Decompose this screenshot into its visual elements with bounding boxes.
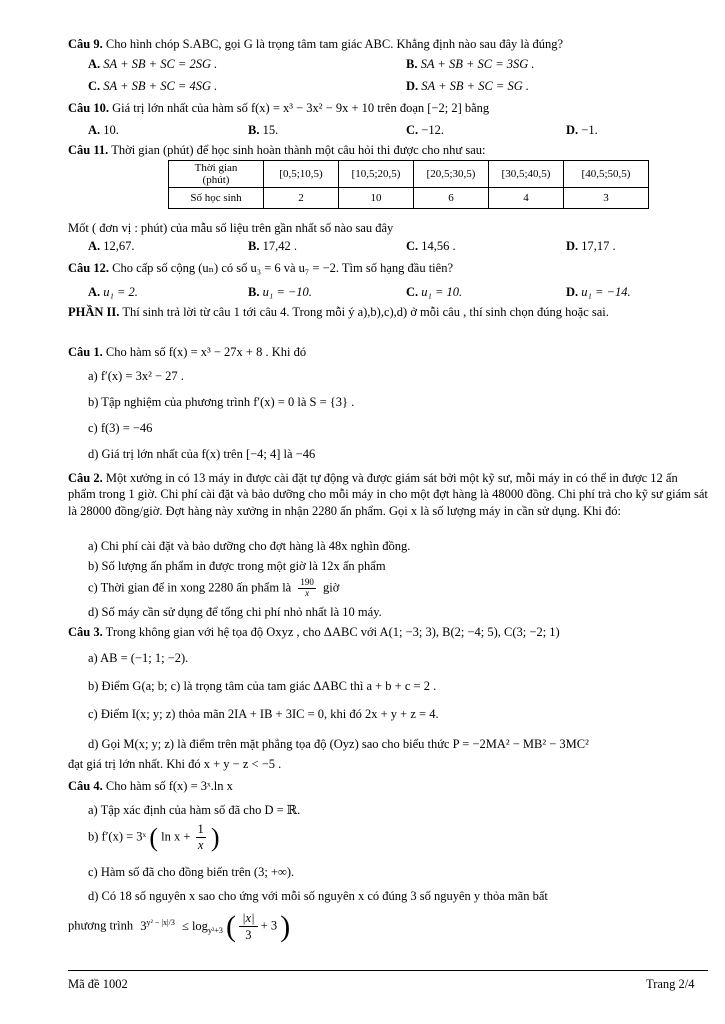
table-cell: 3	[564, 188, 649, 209]
p3-item-d: d) Gọi M(x; y; z) là điểm trên mặt phẳng tọa độ (Oyz) sao cho biểu thức P = −2MA² − MB² − 3MC²	[88, 737, 589, 751]
p1-item-d: d) Giá trị lớn nhất của f(x) trên [−4; 4] là −46	[88, 447, 316, 461]
p1-stem: Câu 1. Cho hàm số f(x) = x³ − 27x + 8 . Khi đó	[68, 345, 307, 359]
table-cell: [20,5;30,5)	[414, 161, 489, 188]
fraction: $\frac{1}{x}$	[197, 822, 204, 852]
q9-label: Câu 9.	[68, 37, 103, 51]
q11-option-a: A. 12,67.	[88, 239, 135, 253]
p1-item-b: b) Tập nghiệm của phương trình f′(x) = 0 là S = {3} .	[88, 395, 355, 409]
q11-stem: Câu 11. Thời gian (phút) để học sinh hoàn thành một câu hỏi thi được cho như sau:	[68, 143, 486, 157]
q10-option-d: D. −1.	[566, 123, 598, 137]
q9-option-a: A. SA + SB + SC = 2SG .	[88, 57, 218, 71]
q9-stem	[68, 36, 563, 52]
table-cell: [10,5;20,5)	[339, 161, 414, 188]
table-row	[169, 188, 649, 209]
p4-item-a: a) Tập xác định của hàm số đã cho D = ℝ.	[88, 803, 301, 817]
p1-item-c: c) f(3) = −46	[88, 421, 153, 435]
q11-option-c: C. 14,56 .	[406, 239, 456, 253]
footer-page-number: Trang 2/4	[646, 977, 695, 991]
table-row-label: Số học sinh	[169, 188, 264, 209]
q11-option-d: D. 17,17 .	[566, 239, 616, 253]
p4-item-c: c) Hàm số đã cho đồng biến trên (3; +∞).	[88, 865, 295, 879]
q9-option-b: B. SA + SB + SC = 3SG .	[406, 57, 535, 71]
q10-option-c: C. −12.	[406, 123, 444, 137]
table-cell: [30,5;40,5)	[489, 161, 564, 188]
q10-option-b: B. 15.	[248, 123, 279, 137]
table-cell: 10	[339, 188, 414, 209]
table-cell: 6	[414, 188, 489, 209]
q9-text: Cho hình chóp S.ABC, gọi G là trọng tâm tam giác ABC. Khẳng định nào sau đây là đúng?	[105, 37, 564, 51]
q12-option-b: B. u₁ = −10.	[248, 285, 312, 299]
p3-item-d-cont: đạt giá trị lớn nhất. Khi đó x + y − z < −5 .	[68, 757, 282, 771]
p4-item-d-cont: phương trình $3^{y^2 - |x|/3} \le \log_{y^2+3}$ ( $\frac{|x|}{3}$ + 3 )	[68, 909, 291, 943]
q11-option-b: B. 17,42 .	[248, 239, 297, 253]
p4-item-b: b) f′(x) = 3ˣ ( ln x + $\frac{1}{x}$ )	[88, 822, 220, 852]
part2-instructions: PHẦN II. Thí sinh trả lời từ câu 1 tới câu 4. Trong mỗi ý a),b),c),d) ở mỗi câu , thí sinh chọn đúng hoặc sai.	[68, 305, 609, 319]
footer-divider	[68, 970, 708, 971]
table-cell: 2	[264, 188, 339, 209]
table-header-label: Thời gian (phút)	[169, 161, 264, 188]
q12-option-a: A. u₁ = 2.	[88, 285, 138, 299]
q12-option-c: C. u₁ = 10.	[406, 285, 463, 299]
q12-option-d: D. u₁ = −14.	[566, 285, 631, 299]
p3-item-b: b) Điểm G(a; b; c) là trọng tâm của tam giác ΔABC thì a + b + c = 2 .	[88, 679, 437, 693]
p3-item-c: c) Điểm I(x; y; z) thỏa mãn 2IA + IB + 3IC = 0, khi đó 2x + y + z = 4.	[88, 707, 439, 721]
table-cell: 4	[489, 188, 564, 209]
p2-item-c: c) Thời gian để in xong 2280 ấn phẩm là $\frac{190}{x}$ giờ	[88, 577, 340, 598]
footer-exam-code: Mã đề 1002	[68, 977, 128, 991]
p3-stem: Câu 3. Trong không gian với hệ tọa độ Oxyz , cho ΔABC với A(1; −3; 3), B(2; −4; 5), C(3; −2; 1)	[68, 625, 560, 639]
table-row	[169, 161, 649, 188]
p4-stem: Câu 4. Cho hàm số f(x) = 3ˣ.ln x	[68, 779, 233, 793]
frequency-table	[168, 160, 649, 209]
fraction: $\frac{|x|}{3}$	[239, 910, 257, 944]
table-cell: [0,5;10,5)	[264, 161, 339, 188]
p3-item-a: a) AB = (−1; 1; −2).	[88, 651, 189, 665]
p2-item-b: b) Số lượng ấn phẩm in được trong một giờ là 12x ấn phẩm	[88, 559, 386, 573]
p2-stem: Câu 2. Một xưởng in có 13 máy in được cài đặt tự động và được giám sát bởi một kỹ sư, mỗi máy in có thể in được 12 ấn phẩm trong 1 giờ. Chi phí cài đặt và bảo dưỡng cho mỗi máy in cho một đợt hàng là 48000 đồng. Chi phí trả cho kỹ sư giám sát là 28000 đồng/giờ. Đợt hàng này xưởng in nhận 2280 ấn phẩm. Gọi x là số lượng máy in cần sử dụng. Khi đó:	[68, 471, 708, 518]
q9-option-d: D. SA + SB + SC = SG .	[406, 79, 529, 93]
q10-option-a: A. 10.	[88, 123, 119, 137]
p2-item-d: d) Số máy cần sử dụng để tổng chi phí nhỏ nhất là 10 máy.	[88, 605, 382, 619]
q12-stem: Câu 12. Cho cấp số cộng (uₙ) có số u₃ = 6 và u₇ = −2. Tìm số hạng đầu tiên?	[68, 261, 453, 275]
p1-item-a: a) f′(x) = 3x² − 27 .	[88, 369, 184, 383]
fraction: $\frac{190}{x}$	[300, 577, 314, 598]
p4-item-d: d) Có 18 số nguyên x sao cho ứng với mỗi số nguyên x có đúng 3 số nguyên y thỏa mãn bất	[88, 889, 548, 903]
q9-option-c: C. SA + SB + SC = 4SG .	[88, 79, 218, 93]
q11-question: Mốt ( đơn vị : phút) của mẫu số liệu trên gần nhất số nào sau đây	[68, 221, 394, 235]
table-cell: [40,5;50,5)	[564, 161, 649, 188]
p2-item-a: a) Chi phí cài đặt và bảo dưỡng cho đợt hàng là 48x nghìn đồng.	[88, 539, 411, 553]
q10-stem: Câu 10. Giá trị lớn nhất của hàm số f(x) = x³ − 3x² − 9x + 10 trên đoạn [−2; 2] bằng	[68, 101, 490, 115]
